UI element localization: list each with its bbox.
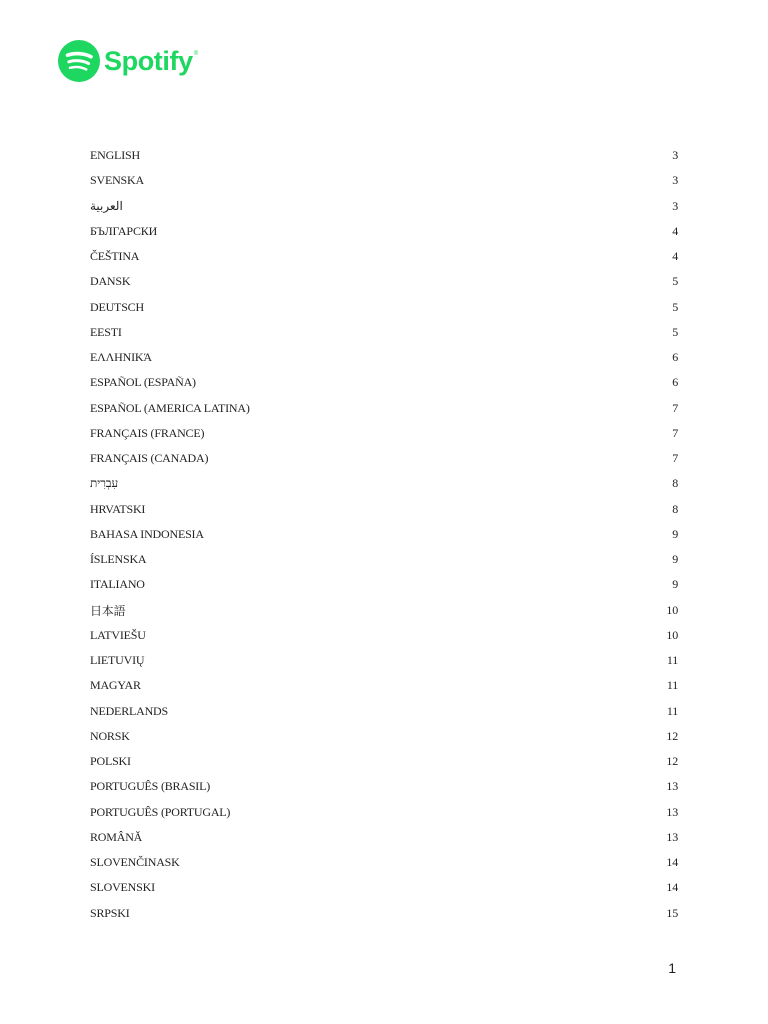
toc-entry-language: ΕΛΛΗΝΙΚΆ [90, 350, 152, 365]
table-of-contents [90, 143, 678, 926]
toc-entry-language: DANSK [90, 274, 131, 289]
toc-entry-page: 10 [666, 602, 678, 617]
toc-entry-page: 5 [672, 274, 678, 289]
toc-entry-page: 3 [672, 148, 678, 163]
toc-entry[interactable] [90, 774, 678, 799]
toc-entry[interactable] [90, 673, 678, 698]
toc-entry-page: 10 [666, 627, 678, 642]
toc-entry-page: 4 [672, 223, 678, 238]
page-number: 1 [668, 960, 676, 976]
spotify-logo [58, 38, 198, 84]
toc-entry-page: 8 [672, 476, 678, 491]
toc-entry-page: 12 [666, 754, 678, 769]
toc-entry[interactable] [90, 497, 678, 522]
toc-entry-page: 5 [672, 324, 678, 339]
toc-entry[interactable] [90, 295, 678, 320]
toc-entry-page: 3 [672, 198, 678, 213]
toc-entry[interactable] [90, 421, 678, 446]
toc-entry-language: עִבְרִית [90, 476, 118, 491]
toc-entry-page: 9 [672, 526, 678, 541]
toc-entry[interactable] [90, 370, 678, 395]
toc-entry-page: 5 [672, 299, 678, 314]
toc-entry[interactable] [90, 648, 678, 673]
toc-entry[interactable] [90, 522, 678, 547]
toc-entry-language: FRANÇAIS (CANADA) [90, 451, 209, 466]
toc-entry-language: ČEŠTINA [90, 249, 140, 264]
toc-entry-page: 11 [666, 653, 678, 668]
toc-entry-language: SLOVENČINASK [90, 855, 180, 870]
toc-entry-page: 13 [666, 829, 678, 844]
toc-entry-language: SRPSKI [90, 905, 130, 920]
toc-entry-language: БЪЛГАРСКИ [90, 223, 158, 238]
toc-entry[interactable] [90, 749, 678, 774]
toc-entry-page: 14 [666, 855, 678, 870]
toc-entry-page: 11 [666, 703, 678, 718]
toc-entry-page: 4 [672, 249, 678, 264]
toc-entry-language: HRVATSKI [90, 501, 146, 516]
toc-entry[interactable] [90, 345, 678, 370]
toc-entry-page: 11 [666, 678, 678, 693]
toc-entry[interactable] [90, 699, 678, 724]
toc-entry-language: LIETUVIŲ [90, 653, 145, 668]
toc-entry-language: ROMÂNĂ [90, 829, 143, 844]
toc-entry[interactable] [90, 800, 678, 825]
toc-entry-page: 7 [672, 400, 678, 415]
toc-entry[interactable] [90, 446, 678, 471]
toc-entry-language: ITALIANO [90, 577, 145, 592]
toc-entry[interactable] [90, 825, 678, 850]
toc-entry-language: ESPAÑOL (AMERICA LATINA) [90, 400, 250, 415]
trademark-symbol: ® [193, 51, 199, 57]
toc-entry-page: 7 [672, 425, 678, 440]
toc-entry-language: NORSK [90, 728, 130, 743]
toc-entry-language: ÍSLENSKA [90, 552, 147, 567]
toc-entry[interactable] [90, 143, 678, 168]
toc-entry-language: EESTI [90, 324, 122, 339]
toc-entry-language: FRANÇAIS (FRANCE) [90, 425, 205, 440]
toc-entry-language: 日本語 [90, 603, 126, 618]
toc-entry-page: 9 [672, 552, 678, 567]
toc-entry-language: ESPAÑOL (ESPAÑA) [90, 375, 196, 390]
toc-entry-language: ENGLISH [90, 148, 140, 163]
toc-entry-language: POLSKI [90, 754, 131, 769]
toc-entry[interactable] [90, 901, 678, 926]
toc-entry[interactable] [90, 320, 678, 345]
toc-entry[interactable] [90, 219, 678, 244]
toc-entry[interactable] [90, 168, 678, 193]
toc-entry-page: 15 [666, 905, 678, 920]
spotify-logo-icon [58, 40, 100, 82]
toc-entry[interactable] [90, 396, 678, 421]
toc-entry-language: MAGYAR [90, 678, 141, 693]
brand-wordmark: Spotify [104, 46, 193, 76]
toc-entry-language: NEDERLANDS [90, 703, 168, 718]
toc-entry-page: 6 [672, 375, 678, 390]
toc-entry-language: العربية [90, 198, 123, 213]
toc-entry-page: 3 [672, 173, 678, 188]
toc-entry-language: PORTUGUÊS (PORTUGAL) [90, 804, 231, 819]
toc-entry-page: 8 [672, 501, 678, 516]
toc-entry[interactable] [90, 850, 678, 875]
toc-entry-page: 13 [666, 779, 678, 794]
toc-entry-language: SLOVENSKI [90, 880, 155, 895]
toc-entry[interactable] [90, 623, 678, 648]
toc-entry[interactable] [90, 244, 678, 269]
toc-entry-page: 7 [672, 451, 678, 466]
toc-entry-language: PORTUGUÊS (BRASIL) [90, 779, 211, 794]
toc-entry-page: 6 [672, 350, 678, 365]
toc-entry[interactable] [90, 194, 678, 219]
toc-entry-page: 12 [666, 728, 678, 743]
toc-entry[interactable] [90, 724, 678, 749]
toc-entry[interactable] [90, 875, 678, 900]
toc-entry-language: DEUTSCH [90, 299, 144, 314]
toc-entry-page: 9 [672, 577, 678, 592]
toc-entry-language: SVENSKA [90, 173, 144, 188]
toc-entry[interactable] [90, 598, 678, 623]
toc-entry[interactable] [90, 547, 678, 572]
toc-entry[interactable] [90, 269, 678, 294]
toc-entry[interactable] [90, 572, 678, 597]
toc-entry-language: LATVIEŠU [90, 627, 146, 642]
toc-entry-page: 14 [666, 880, 678, 895]
toc-entry[interactable] [90, 471, 678, 496]
toc-entry-language: BAHASA INDONESIA [90, 526, 204, 541]
toc-entry-page: 13 [666, 804, 678, 819]
